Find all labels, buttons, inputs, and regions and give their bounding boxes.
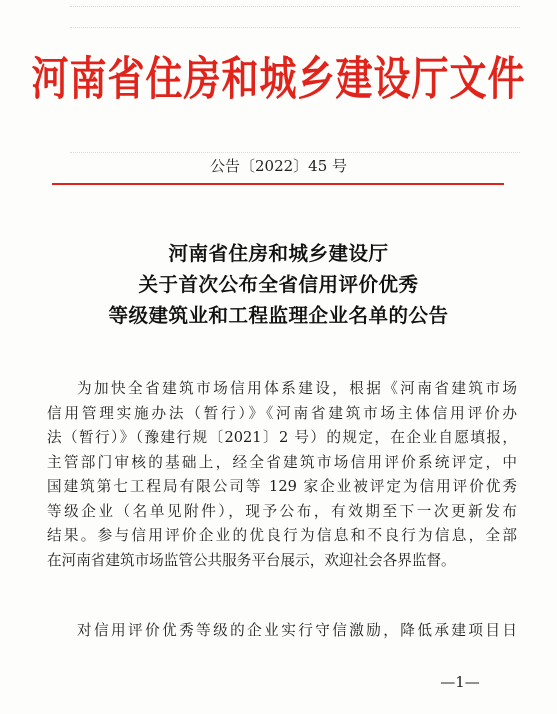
body-line: 结果。参与信用评价企业的优良行为信息和不良行为信息，全部 [47,527,517,544]
title-line: 等级建筑业和工程监理企业名单的公告 [108,304,449,327]
title-line: 关于首次公布全省信用评价优秀 [138,273,419,296]
body-line: 对信用评价优秀等级的企业实行守信激励，降低承建项目日 [77,622,517,639]
page-number: —1— [440,673,480,691]
body-line: 主管部门审核的基础上，经全省建筑市场信用评价系统评定，中 [47,453,517,471]
body-line: 在河南省建筑市场监管公共服务平台展示，欢迎社会各界监督。 [47,551,456,569]
title-line: 河南省住房和城乡建设厅 [168,242,389,265]
body-line: 信用管理实施办法（暂行）》《河南省建筑市场主体信用评价办 [47,404,517,422]
body-paragraph-1 [47,377,517,573]
body-paragraph-2 [47,619,517,644]
body-line: 法（暂行）》（豫建行规〔2021〕2 号）的规定，在企业自愿填报， [47,429,517,446]
bleed-through-text [70,152,520,154]
body-line: 国建筑第七工程局有限公司等 129 家企业被评定为信用评价优秀 [47,478,517,495]
bleed-through-text [70,6,520,8]
issuing-authority-header: 河南省住房和城乡建设厅文件 [31,52,526,106]
announcement-title [0,238,557,331]
body-line: 为加快全省建筑市场信用体系建设，根据《河南省建筑市场 [77,380,517,397]
red-separator-line [52,183,504,185]
bleed-through-text [70,27,520,29]
body-line: 等级企业（名单见附件），现予公布，有效期至下一次更新发布 [47,502,517,520]
document-number: 公告〔2022〕45 号 [209,157,348,175]
